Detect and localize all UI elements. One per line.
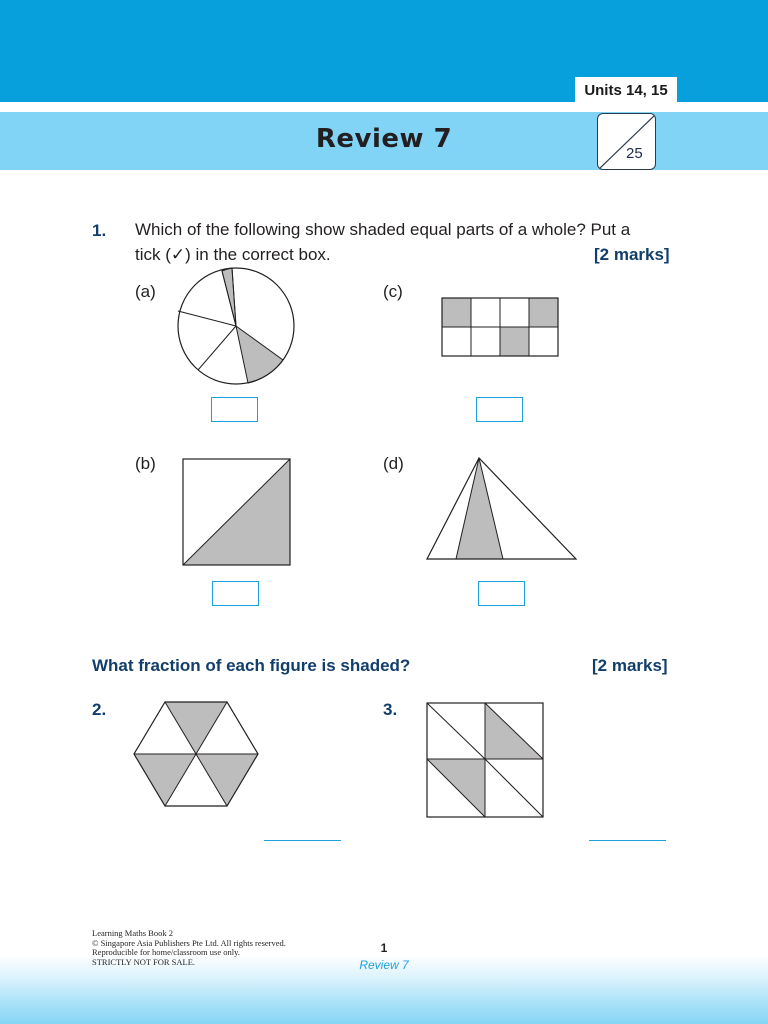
- footer-line-2: © Singapore Asia Publishers Pte Ltd. All rights reserved.: [92, 937, 286, 948]
- question-3-square-figure: [425, 701, 547, 819]
- question-3-number: 3.: [383, 700, 398, 719]
- option-d-label: (d): [383, 454, 404, 473]
- footer-line-1: Learning Maths Book 2: [92, 928, 173, 938]
- option-d-tick-box[interactable]: [478, 581, 525, 606]
- question-2-hexagon-figure: [132, 700, 260, 808]
- option-a-label: (a): [135, 282, 156, 301]
- footer-copyright: [92, 929, 286, 967]
- option-b-square-figure: [181, 457, 293, 567]
- question-3-answer-line[interactable]: [589, 840, 666, 841]
- option-b-label: (b): [135, 454, 156, 473]
- option-b-tick-box[interactable]: [212, 581, 259, 606]
- footer-line-4: STRICTLY NOT FOR SALE.: [92, 956, 196, 967]
- page-number: 1: [380, 941, 388, 955]
- section-heading: What fraction of each figure is shaded?: [92, 656, 411, 675]
- question-1-marks: [2 marks]: [594, 245, 670, 264]
- question-2-number: 2.: [92, 700, 107, 719]
- option-a-tick-box[interactable]: [211, 397, 258, 422]
- question-2-answer-line[interactable]: [264, 840, 341, 841]
- question-1-number: 1.: [92, 221, 107, 240]
- question-1-text-line2: tick (✓) in the correct box.: [135, 245, 331, 264]
- section-marks: [2 marks]: [592, 656, 668, 675]
- option-d-triangle-figure: [425, 456, 579, 562]
- units-badge: Units 14, 15: [575, 77, 677, 104]
- footer-line-3: Reproducible for home/classroom use only.: [92, 947, 240, 958]
- option-a-circle-figure: [175, 267, 297, 387]
- option-c-label: (c): [383, 282, 403, 301]
- page-title: Review 7: [315, 124, 453, 154]
- option-c-tick-box[interactable]: [476, 397, 523, 422]
- option-c-grid-figure: [441, 297, 561, 357]
- score-total: 25: [626, 145, 643, 162]
- question-1-text-line1: Which of the following show shaded equal parts of a whole? Put a: [135, 220, 631, 239]
- page-label: Review 7: [359, 958, 409, 972]
